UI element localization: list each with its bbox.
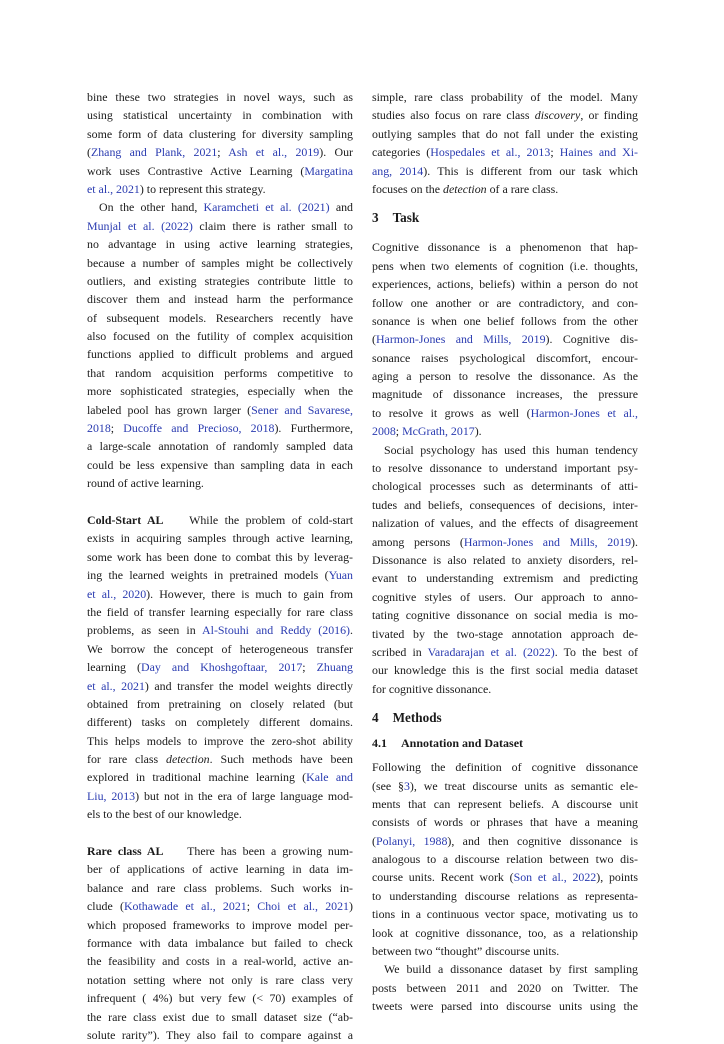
section-number: 4 bbox=[372, 710, 379, 726]
text-line: between two “thought” discourse units. bbox=[372, 944, 560, 959]
text-line: different) tasks on completely different domains. bbox=[87, 715, 353, 730]
text-line: course units. Recent work (Son et al., 2022), points bbox=[372, 870, 639, 885]
text-line: functions applied to difficult problems and argued bbox=[87, 347, 353, 362]
citation-link[interactable]: Ash et al., 2019 bbox=[228, 145, 320, 160]
text-line: problems, as seen in Al-Stouhi and Reddy (2016). bbox=[87, 623, 353, 638]
text-line: aging a person to resolve the dissonance. As the bbox=[372, 369, 638, 384]
citation-link[interactable]: ang, 2014 bbox=[372, 163, 424, 178]
text-line: sonance raises psychological discomfort, encour- bbox=[372, 350, 638, 365]
subsection-heading-annotation bbox=[372, 733, 638, 753]
text-line: to understanding discourse relations as representa- bbox=[372, 888, 638, 903]
text-line: Following the definition of cognitive dissonance bbox=[372, 760, 638, 775]
text-line: infrequent ( 4%) but very few (< 70) examples of bbox=[87, 991, 353, 1006]
text-line: nalization of values, and the effects of disagreement bbox=[372, 516, 638, 531]
citation-link[interactable]: Polanyi, 1988 bbox=[375, 833, 448, 848]
text-line: tudes and beliefs, consequences of decisions, inter- bbox=[372, 497, 638, 512]
text-line: Cold-Start AL While the problem of cold-start bbox=[87, 512, 353, 527]
text-line: explored in traditional machine learning (Kale and bbox=[87, 770, 353, 785]
emphasis: detection bbox=[166, 752, 210, 767]
text-line: This helps models to improve the zero-shot ability bbox=[87, 733, 353, 748]
subsection-number: 4.1 bbox=[372, 736, 387, 751]
citation-link[interactable]: Zhuang bbox=[316, 660, 353, 675]
text-line: for cognitive dissonance. bbox=[372, 681, 492, 696]
citation-link[interactable]: Sener and Savarese, bbox=[251, 402, 353, 417]
citation-link[interactable]: Yuan bbox=[328, 568, 353, 583]
text-line: 2018; Ducoffe and Precioso, 2018). Furthermore, bbox=[87, 421, 353, 436]
text-line: the rare class exist due to small dataset size (“ab- bbox=[87, 1009, 353, 1024]
section-heading-methods bbox=[372, 707, 638, 729]
citation-link[interactable]: 2008 bbox=[372, 424, 396, 439]
text-line: learning (Day and Khoshgoftaar, 2017; Zhuang bbox=[87, 660, 353, 675]
text-line: because a number of samples might be collectively bbox=[87, 255, 353, 270]
text-line: Dissonance is also related to anxiety disorders, rel- bbox=[372, 552, 638, 567]
citation-link[interactable]: McGrath, 2017 bbox=[402, 424, 475, 439]
text-line: work uses Contrastive Active Learning (Margatina bbox=[87, 163, 353, 178]
text-line: discover them and instead harm the performance bbox=[87, 292, 353, 307]
text-line: balance and rare class problems. Such works in- bbox=[87, 880, 353, 895]
text-line: the feasibility and costs in a real-world, active an- bbox=[87, 954, 353, 969]
citation-link[interactable]: et al., 2021 bbox=[87, 181, 140, 196]
citation-link[interactable]: Harmon-Jones and Mills, 2019 bbox=[375, 332, 546, 347]
left-column bbox=[87, 88, 353, 1044]
text-line: labeled pool has grown larger (Sener and Savarese, bbox=[87, 402, 353, 417]
text-line: follow one another or are contradictory, and con- bbox=[372, 295, 638, 310]
text-line: (Polanyi, 1988), and then cognitive dissonance is bbox=[372, 833, 639, 848]
text-line: We borrow the concept of heterogeneous transfer bbox=[87, 641, 353, 656]
text-line: obtained from pretraining on closely related (but bbox=[87, 696, 353, 711]
text-line: clude (Kothawade et al., 2021; Choi et al., 2021) bbox=[87, 899, 353, 914]
citation-link[interactable]: 3 bbox=[403, 778, 410, 793]
citation-link[interactable]: Choi et al., 2021 bbox=[257, 899, 350, 914]
text-line: exists in acquiring samples through active learning, bbox=[87, 531, 353, 546]
paragraph-cold-start bbox=[87, 511, 353, 824]
citation-link[interactable]: Haines and Xi- bbox=[559, 145, 639, 160]
text-line: round of active learning. bbox=[87, 476, 204, 491]
text-line: more sophisticated strategies, especially when the bbox=[87, 384, 353, 399]
citation-link[interactable]: Harmon-Jones and Mills, 2019 bbox=[463, 534, 632, 549]
paragraph-task-social-psychology bbox=[372, 441, 638, 698]
text-line: notation setting where not only is rare class very bbox=[87, 972, 353, 987]
text-line: among persons (Harmon-Jones and Mills, 2019). bbox=[372, 534, 638, 549]
text-line: ber of applications of active learning in data im- bbox=[87, 862, 353, 877]
text-line: our knowledge this is the first social media dataset bbox=[372, 663, 638, 678]
text-line: 2008; McGrath, 2017). bbox=[372, 424, 482, 439]
citation-link[interactable]: Day and Khoshgoftaar, 2017 bbox=[141, 660, 303, 675]
text-line: et al., 2021) to represent this strategy. bbox=[87, 181, 266, 196]
citation-link[interactable]: Munjal et al. (2022) bbox=[87, 218, 193, 233]
paragraph-title: Cold-Start AL bbox=[87, 512, 164, 527]
text-line: also focused on the futility of complex acquisition bbox=[87, 329, 353, 344]
text-line: Rare class AL There has been a growing num- bbox=[87, 844, 353, 859]
text-line: magnitude of dissonance increases, the pressure bbox=[372, 387, 638, 402]
text-line: solute rarity”). They also fail to compare against a bbox=[87, 1027, 353, 1042]
emphasis: discovery bbox=[534, 108, 581, 123]
text-line: that random acquisition performs competitive to bbox=[87, 365, 353, 380]
text-line: focuses on the detection of a rare class. bbox=[372, 181, 559, 196]
text-line: a large-scale annotation of randomly sampled data bbox=[87, 439, 353, 454]
paragraph-task-definition bbox=[372, 238, 638, 440]
paragraph-methods-dataset bbox=[372, 960, 638, 1015]
text-line: simple, rare class probability of the model. Many bbox=[372, 90, 638, 104]
citation-link[interactable]: Kothawade et al., 2021 bbox=[123, 899, 247, 914]
paragraph-counterpoint bbox=[87, 198, 353, 492]
text-line: els to the best of our knowledge. bbox=[87, 807, 242, 822]
text-line: Social psychology has used this human tendency bbox=[384, 442, 638, 457]
text-line: for rare class detection. Such methods have been bbox=[87, 752, 353, 767]
text-line: tions in a continuous vector space, motivating us to bbox=[372, 907, 638, 922]
text-line: analogous to a discourse relation between two dis- bbox=[372, 852, 638, 867]
text-line: could be less expensive than sampling data in each bbox=[87, 457, 353, 472]
text-line: some form of data clustering for diversity sampling bbox=[87, 126, 353, 141]
text-line: Cognitive dissonance is a phenomenon that hap- bbox=[372, 240, 638, 255]
text-line: pens when two elements of cognition (i.e. thoughts, bbox=[372, 258, 638, 273]
text-line: some work has been done to combat this by leverag- bbox=[87, 549, 353, 564]
emphasis: detection bbox=[443, 181, 487, 196]
paragraph-active-learning-strategies bbox=[87, 88, 353, 198]
text-line: ments that can represent beliefs. A discourse unit bbox=[372, 796, 638, 811]
paragraph-title: Rare class AL bbox=[87, 844, 164, 859]
text-line: look at cognitive dissonance, too, as a relationship bbox=[372, 925, 638, 940]
text-line: to resolve dissonance to understand important psy- bbox=[372, 461, 638, 476]
citation-link[interactable]: Harmon-Jones et al., bbox=[530, 405, 639, 420]
subsection-title: Annotation and Dataset bbox=[401, 736, 524, 751]
text-line: sonance is when one belief follows from the other bbox=[372, 313, 638, 328]
text-line: scribed in Varadarajan et al. (2022). To the best of bbox=[372, 644, 638, 659]
text-line: consists of words or phrases that have a meaning bbox=[372, 815, 638, 830]
section-title: Task bbox=[392, 210, 420, 226]
citation-link[interactable]: Liu, 2013 bbox=[87, 788, 136, 803]
text-line: outliers, and existing strategies contribute little to bbox=[87, 273, 353, 288]
text-line: Liu, 2013) but not in the era of large language mod- bbox=[87, 788, 353, 803]
text-line: of subsequent models. Researchers recently have bbox=[87, 310, 353, 325]
citation-link[interactable]: Margatina bbox=[304, 163, 353, 178]
citation-link[interactable]: Son et al., 2022 bbox=[513, 870, 597, 885]
citation-link[interactable]: Al-Stouhi and Reddy (2016) bbox=[202, 623, 351, 638]
citation-link[interactable]: Hospedales et al., 2013 bbox=[430, 145, 551, 160]
section-number: 3 bbox=[372, 210, 379, 226]
citation-link[interactable]: Kale and bbox=[306, 770, 353, 785]
section-title: Methods bbox=[392, 710, 442, 726]
text-line: (see §3), we treat discourse units as semantic ele- bbox=[372, 778, 638, 793]
citation-link[interactable]: Zhang and Plank, 2021 bbox=[90, 145, 218, 160]
text-line: outlying samples that do not fall under the existing bbox=[372, 126, 638, 141]
citation-link[interactable]: 2018 bbox=[87, 421, 111, 436]
citation-link[interactable]: Ducoffe and Precioso, 2018 bbox=[123, 421, 275, 436]
citation-link[interactable]: Varadarajan et al. (2022) bbox=[427, 644, 555, 659]
text-line: (Harmon-Jones and Mills, 2019). Cognitive dis- bbox=[372, 332, 638, 347]
text-line: cognitive styles of users. Our approach to anno- bbox=[372, 589, 638, 604]
text-line: Munjal et al. (2022) claim there is rather small to bbox=[87, 218, 353, 233]
right-column bbox=[372, 88, 638, 1016]
text-line: We build a dissonance dataset by first sampling bbox=[384, 962, 638, 977]
text-line: experiences, actions, beliefs) within a person do not bbox=[372, 277, 638, 292]
citation-link[interactable]: et al., 2020 bbox=[87, 586, 147, 601]
text-line: ing the learned weights in pretrained models (Yuan bbox=[87, 568, 353, 583]
text-line: ang, 2014). This is different from our task which bbox=[372, 163, 638, 178]
text-line: studies also focus on rare class discovery, or finding bbox=[372, 108, 638, 123]
text-line: to resolve it grows as well (Harmon-Jones et al., bbox=[372, 405, 639, 420]
text-line: posts between 2011 and 2020 on Twitter. The bbox=[372, 980, 638, 995]
text-line: On the other hand, Karamcheti et al. (2021) and bbox=[99, 200, 353, 215]
text-line: categories (Hospedales et al., 2013; Haines and Xi- bbox=[372, 145, 639, 160]
text-line: formance with data imbalance but failed to check bbox=[87, 935, 353, 950]
text-line: et al., 2021) and transfer the model weights directly bbox=[87, 678, 353, 693]
paragraph-methods-definition bbox=[372, 758, 638, 960]
text-line: no advantage in using active learning strategies, bbox=[87, 237, 353, 252]
text-line: evant to understanding extremism and predicting bbox=[372, 571, 638, 586]
citation-link[interactable]: et al., 2021 bbox=[87, 678, 145, 693]
text-line: (Zhang and Plank, 2021; Ash et al., 2019). Our bbox=[87, 145, 354, 160]
section-heading-task bbox=[372, 207, 638, 229]
citation-link[interactable]: Karamcheti et al. (2021) bbox=[203, 200, 330, 215]
text-line: which proposed frameworks to improve model per- bbox=[87, 917, 353, 932]
text-line: et al., 2020). However, there is much to gain from bbox=[87, 586, 354, 601]
text-line: the field of transfer learning especially for rare class bbox=[87, 604, 353, 619]
text-line: bine these two strategies in novel ways, such as bbox=[87, 90, 353, 104]
text-line: tating cognitive dissonance on social media is mo- bbox=[372, 608, 638, 623]
paragraph-rare-class bbox=[87, 842, 353, 1044]
text-line: tweets were parsed into discourse units using the bbox=[372, 999, 638, 1014]
paragraph-rare-class-continued bbox=[372, 88, 638, 198]
text-line: chological processes such as determinants of atti- bbox=[372, 479, 638, 494]
text-line: tivated by the two-stage annotation approach de- bbox=[372, 626, 638, 641]
text-line: using statistical uncertainty in combination with bbox=[87, 108, 353, 123]
